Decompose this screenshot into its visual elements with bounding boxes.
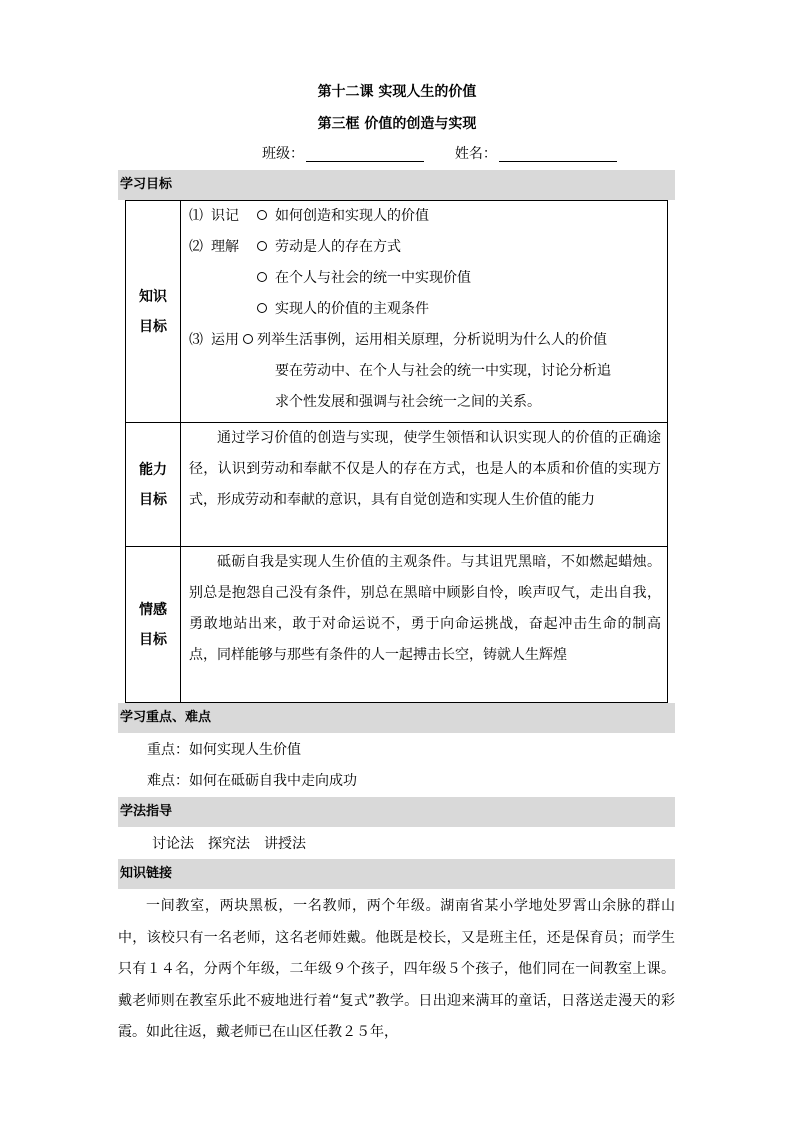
section-method-header: 学法指导 xyxy=(118,797,675,827)
method-text: 讨论法 探究法 讲授法 xyxy=(152,836,306,852)
knowledge-objective-row xyxy=(126,201,668,423)
emotion-objective-label: 情感 目标 xyxy=(126,547,181,703)
key-point: 重点：如何实现人生价值 xyxy=(147,742,301,758)
objective-item: 实现人的价值的主观条件 xyxy=(189,294,661,325)
objective-item: ⑵ 理解 劳动是人的存在方式 xyxy=(189,239,401,255)
name-class-line xyxy=(262,144,617,164)
circle-bullet-icon xyxy=(257,241,267,251)
knowledge-objective-content xyxy=(181,201,668,423)
objective-apply-line: 要在劳动中、在个人与社会的统一中实现，讨论分析追 xyxy=(275,363,611,379)
objectives-table xyxy=(125,200,668,703)
class-label: 班级： xyxy=(262,146,304,162)
circle-bullet-icon xyxy=(257,272,267,282)
objective-item: 在个人与社会的统一中实现价值 xyxy=(189,263,661,294)
name-blank[interactable] xyxy=(499,146,617,162)
class-blank[interactable] xyxy=(306,146,424,162)
difficult-point: 难点：如何在砥砺自我中走向成功 xyxy=(147,773,357,789)
emotion-objective-row xyxy=(126,547,668,703)
knowledge-objective-label: 知识 目标 xyxy=(126,201,181,423)
ability-objective-content: 通过学习价值的创造与实现，使学生领悟和认识实现人的价值的正确途径，认识到劳动和奉献不仅是人的存在方式，也是人的本质和价值的实现方式，形成劳动和奉献的意识，具有自觉创造和实现人生价值的能力 xyxy=(181,423,668,547)
section-knowledge-header: 知识链接 xyxy=(118,859,675,889)
circle-bullet-icon xyxy=(243,334,253,344)
objective-apply-item: ⑶ 运用 列举生活事例，运用相关原理，分析说明为什么人的价值 xyxy=(189,332,607,348)
ability-objective-row xyxy=(126,423,668,547)
section-objectives-header: 学习目标 xyxy=(118,170,675,200)
section-key-points-header: 学习重点、难点 xyxy=(118,703,675,733)
section-title: 第三框 价值的创造与实现 xyxy=(317,116,477,132)
name-label: 姓名： xyxy=(454,146,497,162)
lesson-title: 第十二课 实现人生的价值 xyxy=(317,84,477,100)
circle-bullet-icon xyxy=(257,303,267,313)
objective-item: ⑴ 识记 如何创造和实现人的价值 xyxy=(189,208,429,224)
knowledge-link-text: 一间教室，两块黑板，一名教师，两个年级。湖南省某小学地处罗霄山余脉的群山中，该校只有一名老师，这名老师姓戴。他既是校长，又是班主任，还是保育员；而学生只有１４名，分两个年级，二年级９个孩子，四年级５个孩子，他们同在一间教室上课。戴老师则在教室乐此不疲地进行着“复式”教学。日出迎来满耳的童话，日落送走漫天的彩霞。如此往返，戴老师已在山区任教２５年， xyxy=(118,898,675,1040)
circle-bullet-icon xyxy=(257,210,267,220)
ability-objective-label: 能力 目标 xyxy=(126,423,181,547)
emotion-objective-content: 砥砺自我是实现人生价值的主观条件。与其诅咒黑暗，不如燃起蜡烛。别总是抱怨自己没有条件，别总在黑暗中顾影自怜，唉声叹气，走出自我，勇敢地站出来，敢于对命运说不，勇于向命运挑战，奋起冲击生命的制高点，同样能够与那些有条件的人一起搏击长空，铸就人生辉煌 xyxy=(181,547,668,703)
objective-apply-line: 求个性发展和强调与社会统一之间的关系。 xyxy=(275,394,541,410)
